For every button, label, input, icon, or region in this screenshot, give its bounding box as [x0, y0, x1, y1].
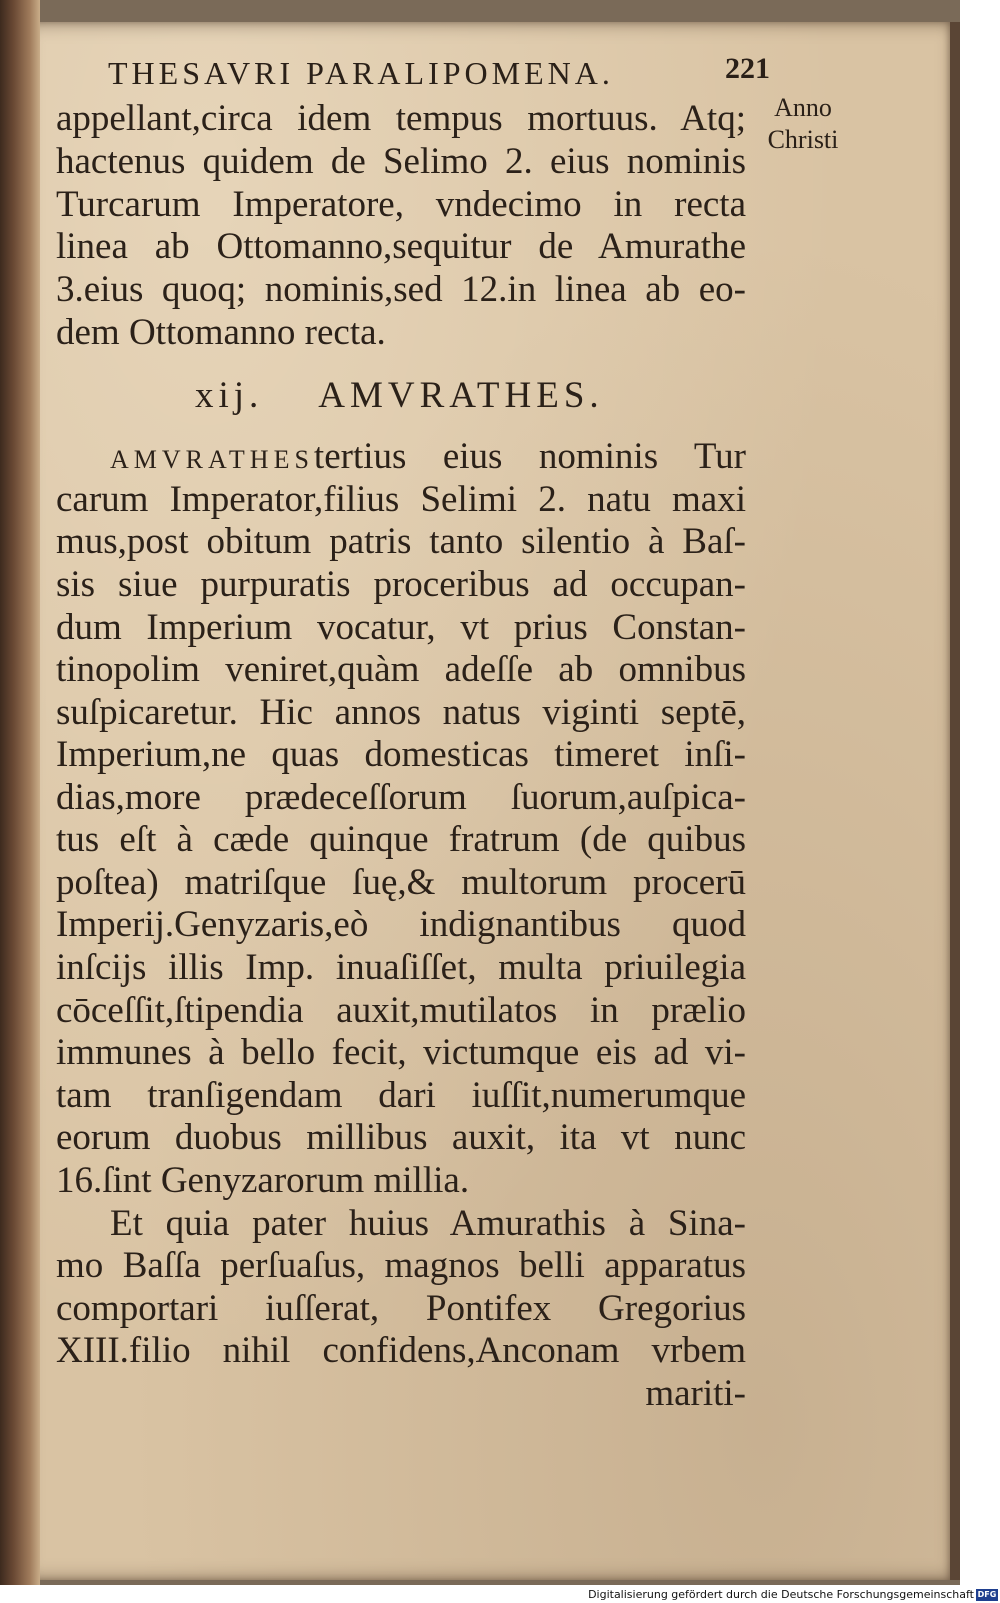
- text-line: eorum duobus millibus auxit, ita vt nunc: [56, 1117, 746, 1158]
- text-line: suſpicaretur. Hic annos natus viginti septē,: [56, 692, 746, 733]
- text-line: dias,more prædeceſſorum ſuorum,auſpica-: [56, 777, 746, 818]
- catchword: mariti-: [645, 1373, 746, 1414]
- page-edge: [950, 22, 960, 1580]
- book-spine: [0, 0, 40, 1585]
- text-line: Et quia pater huius Amurathis à Sina-: [110, 1203, 746, 1244]
- text-line: tus eſt à cæde quinque fratrum (de quibus: [56, 819, 746, 860]
- text-line: Imperium,ne quas domesticas timeret inſi-: [56, 734, 746, 775]
- text-line: appellant,circa idem tempus mortuus. Atq;: [56, 98, 746, 139]
- dfg-logo: DFG: [977, 1590, 997, 1599]
- text-line: 16.ſint Genyzarorum millia.: [56, 1160, 470, 1201]
- text-line: mo Baſſa perſuaſus, magnos belli apparatus: [56, 1245, 746, 1286]
- footer-credit: Digitalisierung gefördert durch die Deutsche Forschungsgemeinschaft: [588, 1588, 974, 1601]
- text-line: dem Ottomanno recta.: [56, 312, 386, 353]
- text-line: mus,post obitum patris tanto silentio à Baſ-: [56, 521, 746, 562]
- running-title: THESAVRI PARALIPOMENA.: [108, 55, 614, 91]
- text-line: carum Imperator,filius Selimi 2. natu maxi: [56, 479, 746, 520]
- text-line: linea ab Ottomanno,sequitur de Amurathe: [56, 226, 746, 267]
- text-line: dum Imperium vocatur, vt prius Constan-: [56, 607, 746, 648]
- text-line: cōceſſit,ſtipendia auxit,mutilatos in prælio: [56, 990, 746, 1031]
- text-line: comportari iuſſerat, Pontifex Gregorius: [56, 1288, 746, 1329]
- paragraph-first-line: [110, 436, 746, 478]
- text-line: poſtea) matriſque ſuę,& multorum procerū: [56, 862, 746, 903]
- text-line: hactenus quidem de Selimo 2. eius nominis: [56, 141, 746, 182]
- margin-note-line-2: Christi: [767, 125, 839, 154]
- text-line: tam tranſigendam dari iuſſit,numerumque: [56, 1075, 746, 1116]
- text-line: Imperij.Genyzaris,eò indignantibus quod: [56, 904, 746, 945]
- first-line-rest: tertius eius nominis Tur: [313, 436, 746, 477]
- margin-note: [748, 92, 858, 156]
- margin-note-line-1: Anno: [774, 93, 832, 122]
- text-line: 3.eius quoq; nominis,sed 12.in linea ab eo-: [56, 269, 746, 310]
- section-number: xij.: [195, 375, 264, 416]
- text-line: Turcarum Imperatore, vndecimo in recta: [56, 184, 746, 225]
- text-line: sis siue purpuratis proceribus ad occupan-: [56, 564, 746, 605]
- text-line: inſcijs illis Imp. inuaſiſſet, multa priuilegia: [56, 947, 746, 988]
- text-line: tinopolim veniret,quàm adeſſe ab omnibus: [56, 649, 746, 690]
- section-heading: [195, 374, 655, 418]
- initial-word: AMVRATHES: [110, 445, 314, 474]
- page-number: 221: [725, 52, 770, 85]
- text-line: immunes à bello fecit, victumque eis ad vi-: [56, 1032, 746, 1073]
- text-line: XIII.filio nihil confidens,Anconam vrbem: [56, 1330, 746, 1371]
- section-title: AMVRATHES.: [318, 375, 604, 416]
- footer: [560, 1587, 1000, 1603]
